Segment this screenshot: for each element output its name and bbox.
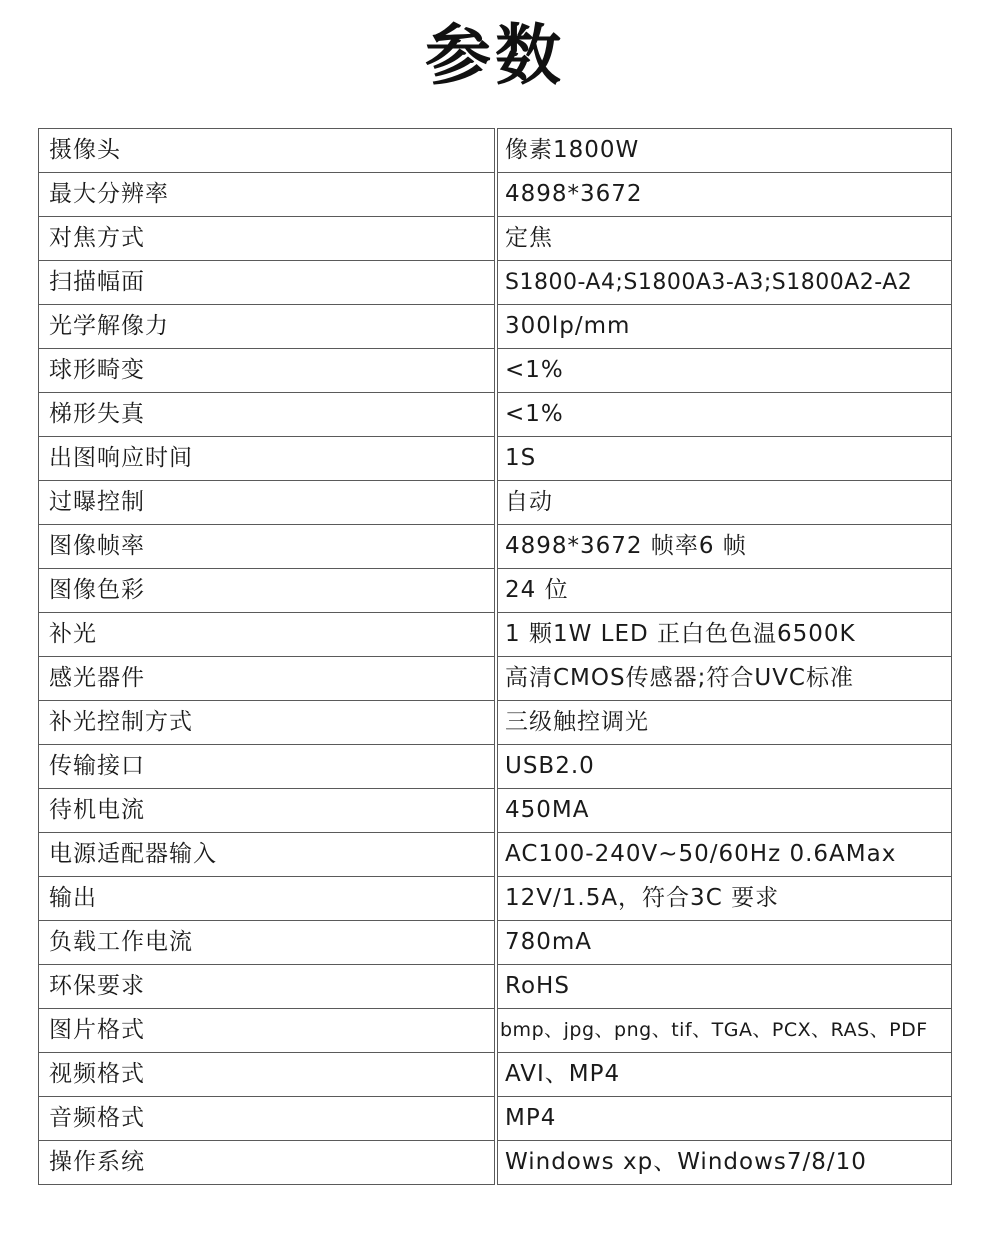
- table-row: [39, 481, 952, 525]
- spec-label: 摄像头: [39, 129, 495, 173]
- spec-label: 传输接口: [39, 745, 495, 789]
- table-row: [39, 877, 952, 921]
- spec-label: 梯形失真: [39, 393, 495, 437]
- spec-value: 三级触控调光: [498, 701, 952, 745]
- spec-value: AVI、MP4: [498, 1053, 952, 1097]
- spec-value: 自动: [498, 481, 952, 525]
- spec-value: <1%: [498, 349, 952, 393]
- table-row: [39, 613, 952, 657]
- table-row: [39, 173, 952, 217]
- spec-label: 最大分辨率: [39, 173, 495, 217]
- spec-label: 补光控制方式: [39, 701, 495, 745]
- table-row: [39, 921, 952, 965]
- spec-value: 像素1800W: [498, 129, 952, 173]
- spec-label: 输出: [39, 877, 495, 921]
- spec-value: AC100-240V~50/60Hz 0.6AMax: [498, 833, 952, 877]
- spec-value: USB2.0: [498, 745, 952, 789]
- table-row: [39, 393, 952, 437]
- spec-label: 待机电流: [39, 789, 495, 833]
- spec-label: 音频格式: [39, 1097, 495, 1141]
- table-row: [39, 569, 952, 613]
- table-row: [39, 1097, 952, 1141]
- spec-label: 过曝控制: [39, 481, 495, 525]
- table-row: [39, 349, 952, 393]
- spec-value: 4898*3672 帧率6 帧: [498, 525, 952, 569]
- spec-label: 图像帧率: [39, 525, 495, 569]
- spec-value: 24 位: [498, 569, 952, 613]
- spec-label: 补光: [39, 613, 495, 657]
- table-row: [39, 1009, 952, 1053]
- table-row: [39, 437, 952, 481]
- table-row: [39, 1053, 952, 1097]
- spec-label: 扫描幅面: [39, 261, 495, 305]
- spec-value: S1800-A4;S1800A3-A3;S1800A2-A2: [498, 261, 952, 305]
- spec-value: 4898*3672: [498, 173, 952, 217]
- page-title: 参数: [425, 17, 565, 94]
- spec-label: 出图响应时间: [39, 437, 495, 481]
- table-row: [39, 745, 952, 789]
- table-row: [39, 701, 952, 745]
- spec-value: 450MA: [498, 789, 952, 833]
- spec-value: MP4: [498, 1097, 952, 1141]
- table-row: [39, 217, 952, 261]
- spec-label: 环保要求: [39, 965, 495, 1009]
- spec-label: 电源适配器输入: [39, 833, 495, 877]
- spec-value: 780mA: [498, 921, 952, 965]
- spec-value: 12V/1.5A，符合3C 要求: [498, 877, 952, 921]
- spec-label: 视频格式: [39, 1053, 495, 1097]
- spec-label: 球形畸变: [39, 349, 495, 393]
- spec-value: RoHS: [498, 965, 952, 1009]
- spec-value: 定焦: [498, 217, 952, 261]
- table-row: [39, 789, 952, 833]
- table-row: [39, 657, 952, 701]
- spec-value: 300lp/mm: [498, 305, 952, 349]
- spec-label: 负载工作电流: [39, 921, 495, 965]
- table-row: [39, 129, 952, 173]
- spec-label: 图像色彩: [39, 569, 495, 613]
- table-row: [39, 833, 952, 877]
- spec-value: 高清CMOS传感器;符合UVC标准: [498, 657, 952, 701]
- table-row: [39, 261, 952, 305]
- spec-label: 对焦方式: [39, 217, 495, 261]
- spec-value: 1S: [498, 437, 952, 481]
- spec-value: <1%: [498, 393, 952, 437]
- table-row: [39, 525, 952, 569]
- spec-label: 图片格式: [39, 1009, 495, 1053]
- spec-label: 感光器件: [39, 657, 495, 701]
- table-row: [39, 1141, 952, 1185]
- spec-label: 操作系统: [39, 1141, 495, 1185]
- table-row: [39, 965, 952, 1009]
- spec-value: bmp、jpg、png、tif、TGA、PCX、RAS、PDF: [498, 1009, 952, 1053]
- spec-value: 1 颗1W LED 正白色色温6500K: [498, 613, 952, 657]
- table-row: [39, 305, 952, 349]
- spec-value: Windows xp、Windows7/8/10: [498, 1141, 952, 1185]
- spec-label: 光学解像力: [39, 305, 495, 349]
- spec-table: [38, 128, 952, 1185]
